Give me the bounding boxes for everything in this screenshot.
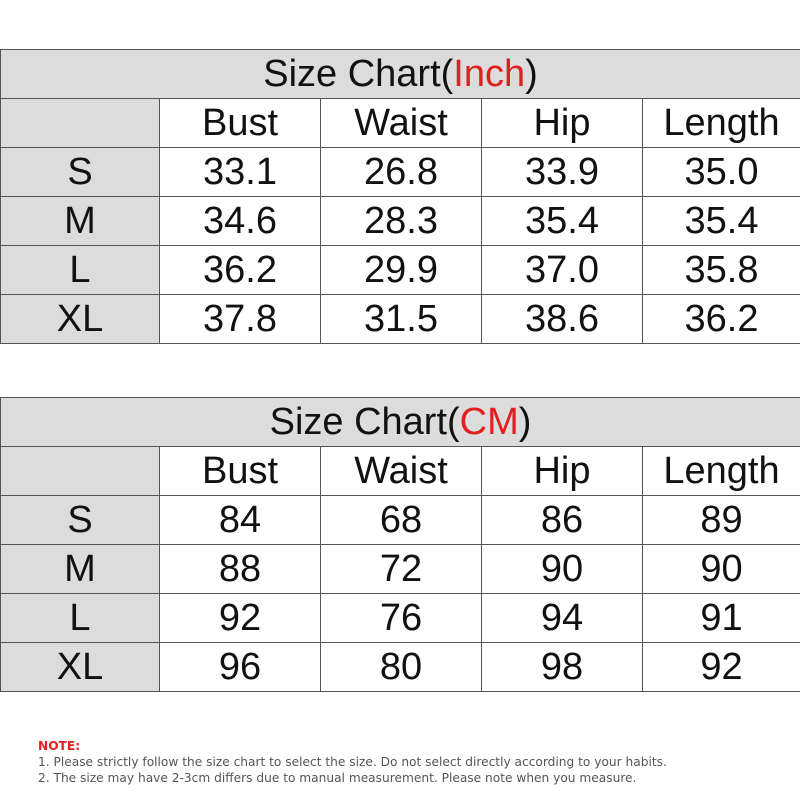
table-row <box>1 496 800 545</box>
cell-hip: 37.0 <box>482 246 643 295</box>
size-label: XL <box>1 643 160 692</box>
title-suffix: ) <box>525 53 538 95</box>
size-label: XL <box>1 295 160 344</box>
cell-bust: 88 <box>160 545 321 594</box>
cell-waist: 31.5 <box>321 295 482 344</box>
title-prefix: Size Chart( <box>263 53 454 95</box>
header-corner <box>1 447 160 496</box>
cell-bust: 36.2 <box>160 246 321 295</box>
column-header-length: Length <box>643 99 800 148</box>
size-note <box>38 738 778 786</box>
table-row <box>1 295 800 344</box>
cell-waist: 28.3 <box>321 197 482 246</box>
header-corner <box>1 99 160 148</box>
table-row <box>1 197 800 246</box>
cell-bust: 34.6 <box>160 197 321 246</box>
column-header-hip: Hip <box>482 99 643 148</box>
title-row <box>1 398 800 447</box>
table-row <box>1 545 800 594</box>
cell-waist: 76 <box>321 594 482 643</box>
cell-hip: 98 <box>482 643 643 692</box>
cell-hip: 33.9 <box>482 148 643 197</box>
note-line-2: 2. The size may have 2-3cm differs due to manual measurement. Please note when you measure. <box>38 771 637 785</box>
cell-bust: 96 <box>160 643 321 692</box>
cell-bust: 37.8 <box>160 295 321 344</box>
note-line-1: 1. Please strictly follow the size chart to select the size. Do not select directly according to your habits. <box>38 755 667 769</box>
cell-waist: 68 <box>321 496 482 545</box>
column-header-bust: Bust <box>160 99 321 148</box>
size-chart-inch-table <box>0 49 800 344</box>
cell-length: 35.4 <box>643 197 800 246</box>
size-chart-cm-table <box>0 397 800 692</box>
title-prefix: Size Chart( <box>269 401 460 443</box>
size-label: L <box>1 594 160 643</box>
table-row <box>1 246 800 295</box>
column-header-length: Length <box>643 447 800 496</box>
cell-length: 90 <box>643 545 800 594</box>
size-label: M <box>1 545 160 594</box>
cell-length: 35.8 <box>643 246 800 295</box>
cell-bust: 33.1 <box>160 148 321 197</box>
cell-waist: 72 <box>321 545 482 594</box>
table-title <box>1 398 800 447</box>
size-label: L <box>1 246 160 295</box>
cell-hip: 94 <box>482 594 643 643</box>
note-title: NOTE: <box>38 739 81 753</box>
size-label: S <box>1 496 160 545</box>
cell-bust: 92 <box>160 594 321 643</box>
cell-length: 89 <box>643 496 800 545</box>
cell-waist: 29.9 <box>321 246 482 295</box>
column-header-bust: Bust <box>160 447 321 496</box>
column-header-waist: Waist <box>321 447 482 496</box>
size-label: M <box>1 197 160 246</box>
cell-length: 92 <box>643 643 800 692</box>
table-title <box>1 50 800 99</box>
header-row <box>1 99 800 148</box>
table-row <box>1 594 800 643</box>
cell-length: 36.2 <box>643 295 800 344</box>
unit-label: CM <box>459 401 519 443</box>
cell-waist: 80 <box>321 643 482 692</box>
cell-bust: 84 <box>160 496 321 545</box>
cell-length: 91 <box>643 594 800 643</box>
cell-hip: 86 <box>482 496 643 545</box>
table-row <box>1 148 800 197</box>
cell-hip: 38.6 <box>482 295 643 344</box>
table-row <box>1 643 800 692</box>
column-header-waist: Waist <box>321 99 482 148</box>
cell-length: 35.0 <box>643 148 800 197</box>
cell-hip: 35.4 <box>482 197 643 246</box>
unit-label: Inch <box>453 53 526 95</box>
title-suffix: ) <box>518 401 532 443</box>
size-label: S <box>1 148 160 197</box>
header-row <box>1 447 800 496</box>
cell-hip: 90 <box>482 545 643 594</box>
cell-waist: 26.8 <box>321 148 482 197</box>
column-header-hip: Hip <box>482 447 643 496</box>
title-row <box>1 50 800 99</box>
